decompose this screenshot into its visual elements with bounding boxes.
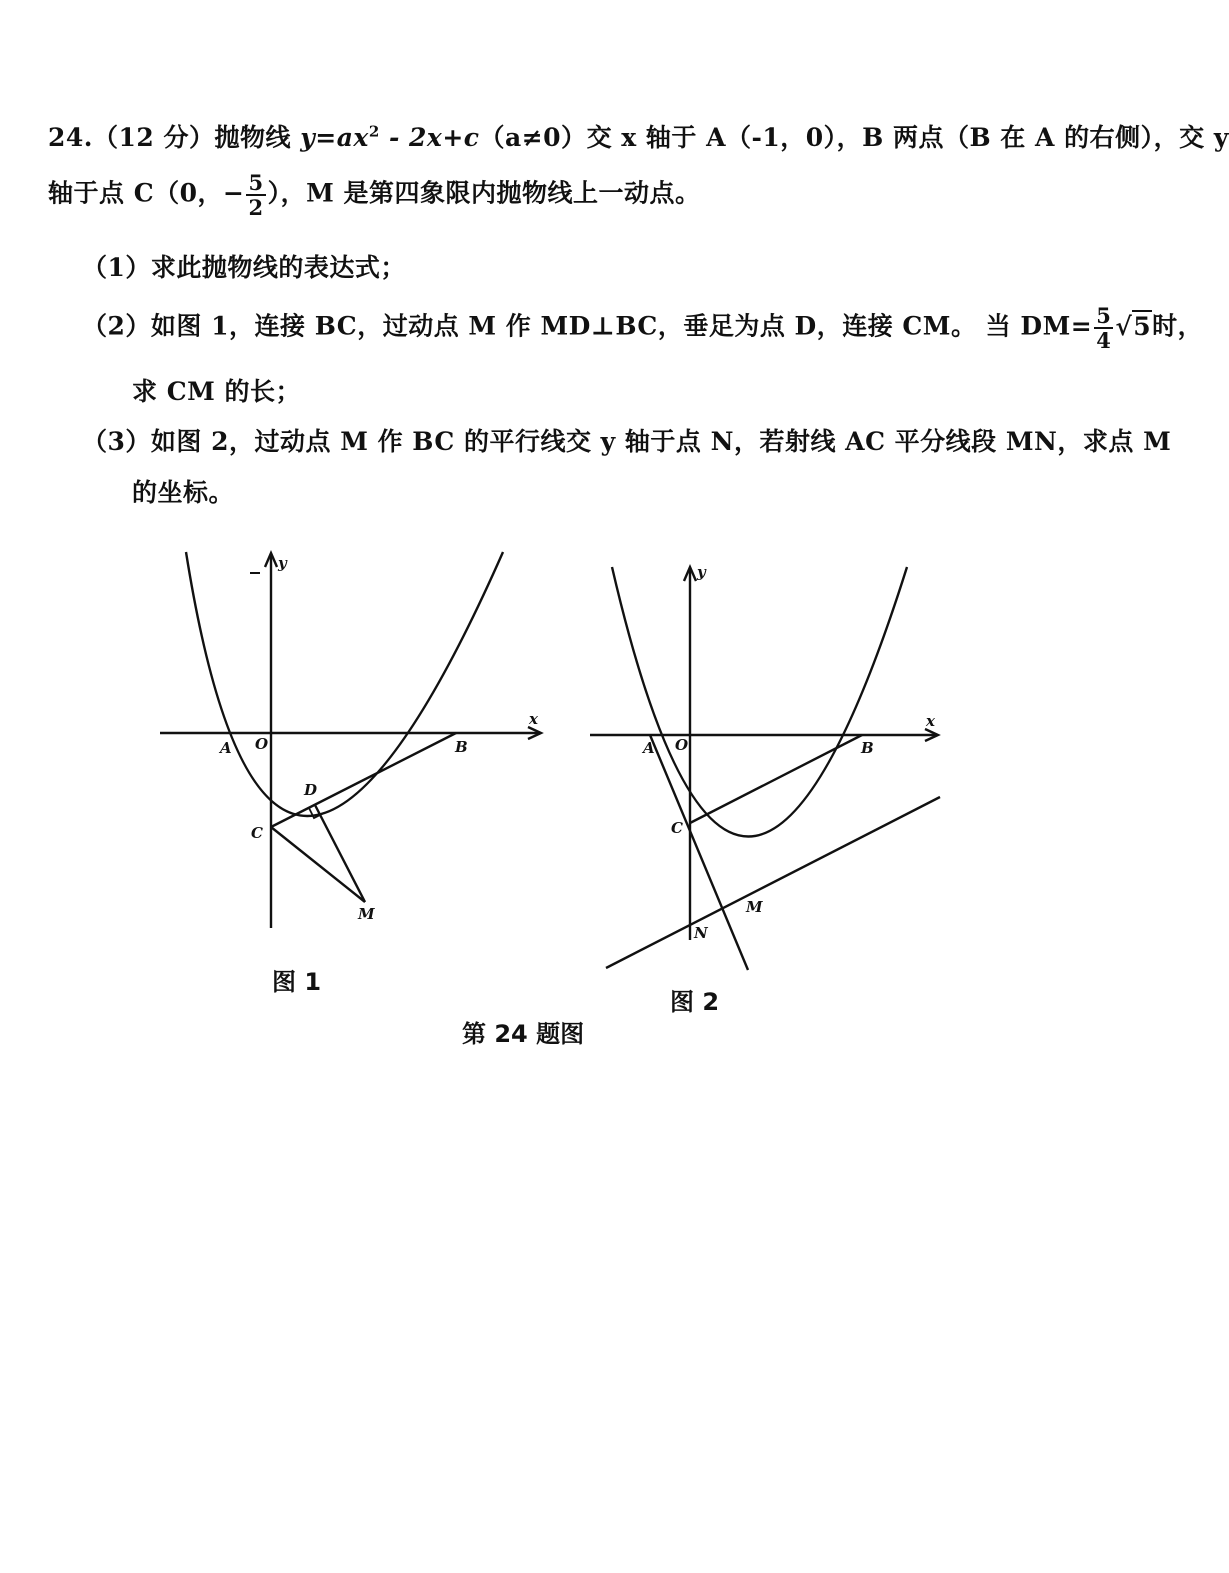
intro-text: 抛物线 — [214, 123, 301, 152]
segment-cm — [271, 827, 365, 902]
question-1: （1）求此抛物线的表达式； — [82, 253, 406, 282]
label-c: C — [671, 819, 683, 837]
question-2 — [82, 305, 1203, 351]
segment-dm — [315, 805, 365, 902]
question-3: （3）如图 2，过动点 M 作 BC 的平行线交 y 轴于点 N，若射线 AC 平分线段 MN，求点 M — [82, 427, 1172, 456]
equation-ax: ax — [336, 123, 369, 152]
label-n: N — [694, 924, 708, 942]
question-2-tail: 时， — [1152, 311, 1204, 341]
problem-line-2 — [48, 172, 700, 218]
intro-text-c2: ），M 是第四象限内抛物线上一动点。 — [267, 178, 701, 208]
label-y: y — [278, 554, 287, 572]
figure-group-caption: 第 24 题图 — [462, 1020, 585, 1048]
question-3-continued: 的坐标。 — [132, 478, 235, 507]
parabola — [612, 567, 907, 837]
equation-square: 2 — [368, 122, 380, 141]
equation-y: y — [300, 123, 316, 152]
intro-text-b: 交 x 轴于 A（-1，0），B 两点（B 在 A 的右侧），交 y — [586, 123, 1229, 152]
label-b: B — [455, 738, 468, 756]
equation-rest: - 2x+c — [379, 123, 480, 152]
sqrt-five — [1115, 312, 1152, 341]
fraction-five-halves — [246, 172, 265, 218]
intro-text-c1: 轴于点 C（0， — [48, 178, 223, 208]
fraction-five-quarters — [1094, 305, 1113, 351]
fraction-denominator: 2 — [248, 195, 264, 220]
label-d: D — [304, 781, 318, 799]
label-y: y — [697, 563, 706, 581]
label-a: A — [220, 739, 232, 757]
equation-eq: = — [315, 123, 337, 152]
line-mn — [606, 797, 940, 968]
problem-line-1 — [48, 118, 1229, 154]
equation-condition: （a≠0） — [479, 123, 587, 152]
figure-2-caption: 图 2 — [670, 988, 720, 1016]
sqrt-sign: √ — [1115, 311, 1133, 341]
label-m: M — [746, 898, 763, 916]
fraction-numerator: 5 — [1096, 303, 1112, 328]
sqrt-radicand: 5 — [1133, 311, 1152, 341]
label-x: x — [926, 712, 935, 730]
figure-2 — [585, 560, 945, 980]
figure-1-caption: 图 1 — [272, 968, 322, 996]
label-a: A — [643, 739, 655, 757]
minus-sign: − — [223, 178, 245, 208]
label-m: M — [358, 905, 375, 923]
label-b: B — [861, 739, 874, 757]
segment-bc — [271, 733, 456, 827]
parabola — [186, 552, 503, 816]
label-o: O — [675, 736, 689, 754]
question-2-text: （2）如图 1，连接 BC，过动点 M 作 MD⊥BC，垂足为点 D，连接 CM。 当 DM= — [82, 311, 1093, 341]
question-2-continued: 求 CM 的长； — [132, 377, 301, 406]
figure-1 — [150, 545, 570, 965]
fraction-numerator: 5 — [248, 170, 264, 195]
label-c: C — [251, 824, 263, 842]
problem-number: 24. — [48, 123, 93, 152]
label-o: O — [255, 735, 269, 753]
fraction-denominator: 4 — [1096, 328, 1112, 353]
problem-points: （12 分） — [93, 123, 215, 152]
label-x: x — [529, 710, 538, 728]
segment-bc — [690, 735, 862, 823]
